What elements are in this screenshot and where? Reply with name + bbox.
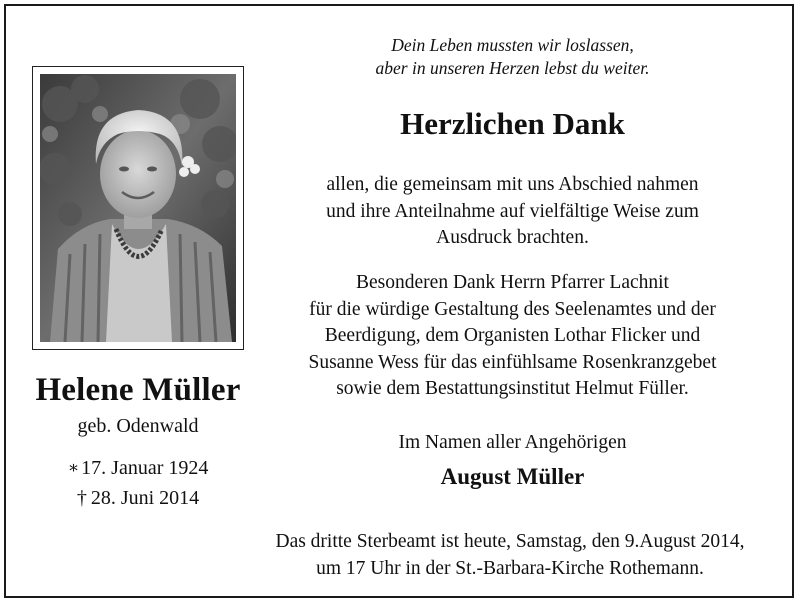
thanks-paragraph [255,172,770,252]
service-notice [230,529,790,582]
maiden-name: geb. Odenwald [77,415,199,437]
portrait-frame [32,66,244,350]
death-date-text: 28. Juni 2014 [90,487,200,509]
birth-date [20,457,256,480]
quote [255,34,770,80]
special-thanks-line: sowie dem Bestattungsinstitut Helmut Füller. [336,378,689,399]
cross-icon: † [76,487,87,509]
special-thanks-line: für die würdige Gestaltung des Seelenamtes und der [309,298,716,320]
birth-star-icon: ∗ [67,458,80,477]
special-thanks-line: Besonderen Dank Herrn Pfarrer Lachnit [356,272,669,293]
special-thanks-paragraph [255,270,770,403]
thanks-line: allen, die gemeinsam mit uns Abschied nahmen [326,174,699,195]
death-date [20,487,256,510]
quote-line: aber in unseren Herzen lebst du weiter. [375,58,650,78]
heading: Herzlichen Dank [400,106,625,141]
signoff: Im Namen aller Angehörigen [398,432,627,453]
notice-line: um 17 Uhr in der St.-Barbara-Kirche Rothemann. [316,557,704,579]
portrait-photo [40,74,236,342]
quote-line: Dein Leben mussten wir loslassen, [391,35,634,55]
special-thanks-line: Beerdigung, dem Organisten Lothar Flicker und [324,325,701,346]
thanks-line: Ausdruck brachten. [436,227,589,248]
special-thanks-line: Susanne Wess für das einfühlsame Rosenkranzgebet [308,351,717,373]
thanks-line: und ihre Anteilnahme auf vielfältige Weise zum [326,200,699,222]
notice-line: Das dritte Sterbeamt ist heute, Samstag, den 9.August 2014, [275,531,745,552]
birth-date-text: 17. Januar 1924 [81,457,209,479]
signer-name: August Müller [440,464,585,489]
deceased-name: Helene Müller [35,372,241,408]
